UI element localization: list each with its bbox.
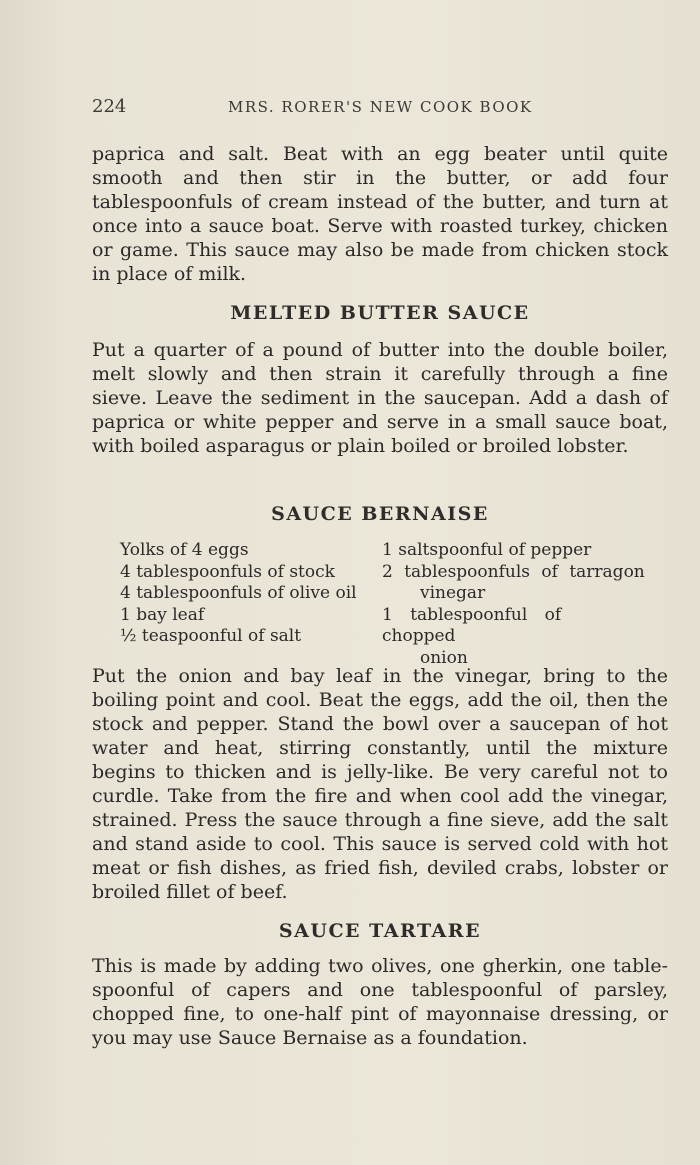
ingredient-item-continued: onion (420, 647, 468, 668)
section-title-sauce-tartare: SAUCE TARTARE (278, 920, 482, 942)
melted-butter-block (92, 338, 668, 458)
ingredient-column-left (120, 540, 382, 648)
tartare-block (92, 954, 668, 1050)
intro-block (92, 142, 668, 286)
section-title-melted-butter-sauce: MELTED BUTTER SAUCE (230, 302, 530, 324)
intro-paragraph: paprica and salt. Beat with an egg beater until quite smooth and then stir in the butter, or add four tablespoonfuls of cream instead of the butter, and turn at once into a sauce boat. Serve with roasted turkey, chicken or game. This sauce may also be made from chicken stock in place of milk. (92, 143, 668, 285)
section-title-sauce-bernaise: SAUCE BERNAISE (271, 503, 489, 525)
bernaise-block (92, 664, 668, 904)
bernaise-paragraph: Put the onion and bay leaf in the vinegar, bring to the boiling point and cool. Beat the eggs, add the oil, then the stock and pepper. Stand the bowl over a saucepan of hot water and heat, stirring constantly, until the mixture begins to thicken and is jelly-like. Be very careful not to curdle. Take from the fire and when cool add the vinegar, strained. Press the sauce through a fine sieve, add the salt and stand aside to cool. This sauce is served cold with hot meat or fish dishes, as fried fish, deviled crabs, lobster or broiled fillet of beef. (92, 665, 668, 903)
ingredient-item: 2 tablespoonfuls of tarragon (382, 561, 645, 582)
melted-butter-paragraph: Put a quarter of a pound of butter into the double boiler, melt slowly and then strain it carefully through a fine sieve. Leave the sediment in the saucepan. Add a dash of paprica or white pepper and serve in a small sauce boat, with boiled asparagus or plain boiled or broiled lobster. (92, 339, 668, 457)
running-head: MRS. RORER'S NEW COOK BOOK (228, 98, 533, 116)
tartare-paragraph: This is made by adding two olives, one gherkin, one table-spoonful of capers and one tablespoonful of parsley, chopped fine, to one-half pint of mayonnaise dressing, or you may use Sauce Bernaise as a foundation. (92, 955, 668, 1049)
ingredient-item: 4 tablespoonfuls of stock (120, 561, 335, 582)
ingredient-item: ½ teaspoonful of salt (120, 626, 302, 646)
ingredient-item: 1 bay leaf (120, 604, 205, 625)
ingredient-item: Yolks of 4 eggs (120, 540, 249, 560)
ingredient-item: 4 tablespoonfuls of olive oil (120, 583, 357, 603)
ingredient-item-continued: vinegar (420, 583, 486, 603)
ingredient-column-right (382, 540, 648, 669)
ingredient-item: 1 tablespoonful of chopped (382, 604, 562, 646)
ingredient-item: 1 saltspoonful of pepper (382, 540, 592, 560)
page-number: 224 (92, 96, 127, 117)
